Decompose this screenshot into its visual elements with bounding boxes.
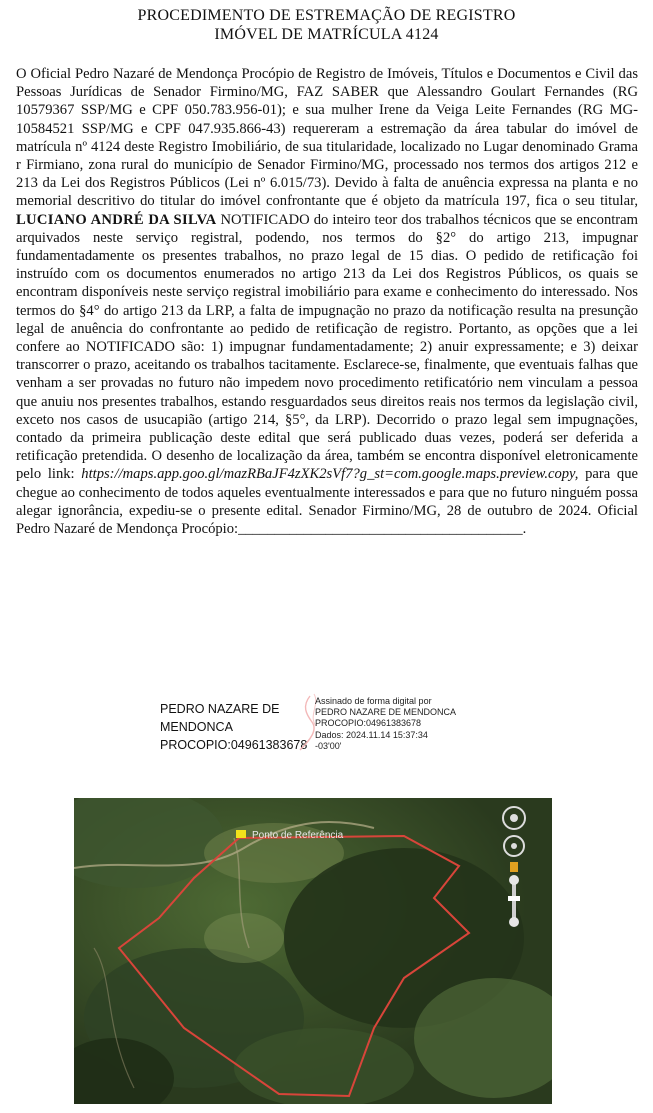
- signature-detail-2: PEDRO NAZARE DE MENDONCA: [315, 707, 457, 718]
- digital-signature: [160, 696, 500, 760]
- signer-name-line-3: PROCOPIO:04961383678: [160, 738, 308, 752]
- map-link[interactable]: https://maps.app.goo.gl/mazRBaJF4zXK2sVf7?g_st=com.google.maps.preview.copy,: [81, 466, 579, 483]
- document-title: [0, 6, 653, 44]
- signer-name-line-1: PEDRO NAZARE DE: [160, 702, 280, 716]
- notified-name: LUCIANO ANDRÉ DA SILVA: [16, 211, 217, 228]
- edict-body: [16, 65, 638, 538]
- map-canvas: [74, 798, 552, 1104]
- body-part-1: O Oficial Pedro Nazaré de Mendonça Procópio de Registro de Imóveis, Títulos e Documentos e Civil das Pessoas Jurídicas de Senador Firmino/MG, FAZ SABER que Alessandro Goulart Fernandes (RG 10579367 SSP/MG e CPF 050.783.956-01); e sua mulher Irene da Veiga Leite Fernandes (RG MG-10584521 SSP/MG e CPF 047.935.866-43) requereram a estremação da área tabular do imóvel de matrícula nº 4124 deste Registro Imobiliário, de sua titularidade, localizado no Lugar denominado Grama r Firmiano, zona rural do município de Senador Firmino/MG, processado nos termos dos artigos 212 e 213 da Lei dos Registros Públicos (Lei nº 6.015/73). Devido à falta de anuência expressa na planta e no memorial descritivo do titular do imóvel confrontante que é objeto da matrícula 197, fica o seu titular,: [16, 66, 638, 210]
- title-line-1: PROCEDIMENTO DE ESTREMAÇÃO DE REGISTRO: [137, 7, 516, 24]
- body-part-2: NOTIFICADO do inteiro teor dos trabalhos técnicos que se encontram arquivados neste serviço registral, podendo, nos termos do §2° do artigo 213, impugnar fundamentadamente os presentes trabalhos, no prazo legal de 15 dias. O pedido de retificação foi instruído com os documentos enumerados no artigo 213 da Lei dos Registros Públicos, os quais se encontram disponíveis neste serviço registral imobiliário para exame e conhecimento do interessado. Nos termos do §4° do artigo 213 da LRP, a falta de impugnação no prazo da notificação resulta na presunção legal de anuência do confrontante ao pedido de retificação de registro. Portanto, as opções que a lei confere ao NOTIFICADO são: 1) impugnar fundamentadamente; 2) anuir expressamente; e 3) deixar transcorrer o prazo, aceitando os trabalhos tacitamente. Esclarece-se, finalmente, que eventuais falhas que venham a ser provadas no futuro não impedem novo procedimento retificatório nem vinculam a pessoa que anuiu nos presentes trabalhos, estando resguardados seus direitos reais nos termos da legislação civil, exceto nos casos de usucapião (artigo 214, §5°, da LRP). Decorrido o prazo legal sem impugnações, contado da primeira publicação deste edital que será publicado duas vezes, poderá ser deferida a retificação pretendida. O desenho de localização da área, também se encontra disponível eletronicamente pelo link:: [16, 211, 638, 483]
- signature-detail-4: Dados: 2024.11.14 15:37:34: [315, 729, 428, 740]
- signature-details: [315, 696, 456, 752]
- signature-detail-1: Assinado de forma digital por: [315, 696, 432, 706]
- map-reference-label: Ponto de Referência: [252, 830, 344, 841]
- signature-detail-5: -03'00': [315, 740, 342, 751]
- signature-detail-3: PROCOPIO:04961383678: [315, 718, 422, 729]
- satellite-map-image: [74, 798, 552, 1104]
- reference-marker-icon: [236, 830, 246, 838]
- body-part-3: para que chegue ao conhecimento de todos aqueles eventualmente interessados e para que no futuro ninguém possa alegar ignorância, expediu-se o presente edital. Senador Firmino/MG, 28 de outubro de 2024. Oficial Pedro Nazaré de Mendonça Procópio:_______________________________________.: [16, 466, 638, 538]
- title-line-2: IMÓVEL DE MATRÍCULA 4124: [214, 26, 439, 43]
- signer-name-line-2: MENDONCA: [160, 720, 233, 734]
